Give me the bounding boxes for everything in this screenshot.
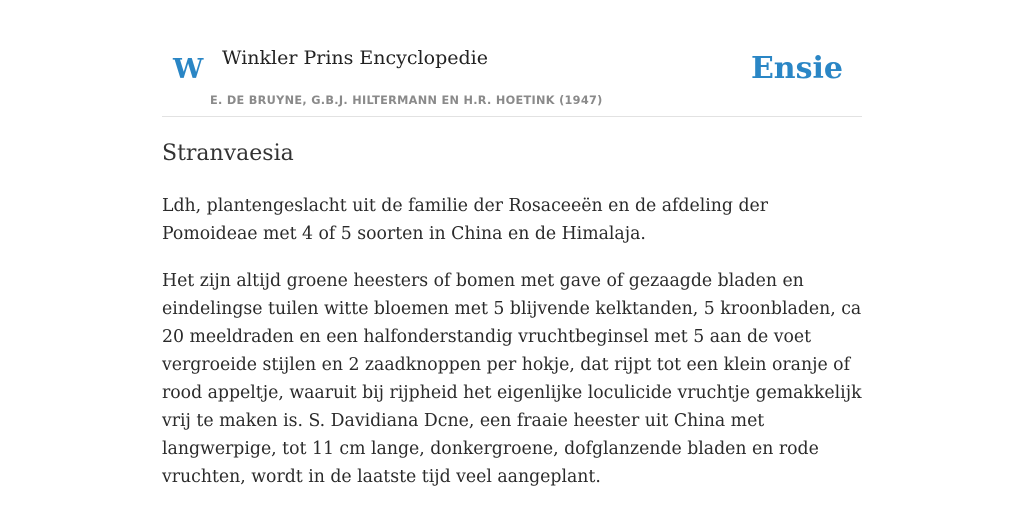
- ensie-brand-logo[interactable]: Ensie: [750, 51, 843, 86]
- authors-credit: E. DE BRUYNE, G.B.J. HILTERMANN EN H.R. HOETINK (1947): [210, 94, 603, 107]
- winkler-prins-logo[interactable]: W: [173, 54, 204, 85]
- site-title[interactable]: Winkler Prins Encyclopedie: [222, 47, 488, 69]
- article-paragraph: Het zijn altijd groene heesters of bomen met gave of gezaagde bladen en eindelingse tuilen witte bloemen met 5 blijvende kelktanden, 5 kroonbladen, ca 20 meeldraden en een halfonderstandig vruchtbeginsel met 5 aan de voet vergroeide stijlen en 2 zaadknoppen per hokje, dat rijpt tot een klein oranje of rood appeltje, waaruit bij rijpheid het eigenlijke loculicide vruchtje gemakkelijk vrij te maken is. S. Davidiana Dcne, een fraaie heester uit China met langwerpige, tot 11 cm lange, donkergroene, dofglanzende bladen en rode vruchten, wordt in de laatste tijd veel aangeplant.: [162, 271, 862, 487]
- article-content: [162, 138, 862, 491]
- entry-title: Stranvaesia: [162, 141, 294, 166]
- site-header: [162, 40, 862, 117]
- article-paragraph: Ldh, plantengeslacht uit de familie der Rosaceeën en de afdeling der Pomoideae met 4 of 5 soorten in China en de Himalaja.: [162, 196, 768, 244]
